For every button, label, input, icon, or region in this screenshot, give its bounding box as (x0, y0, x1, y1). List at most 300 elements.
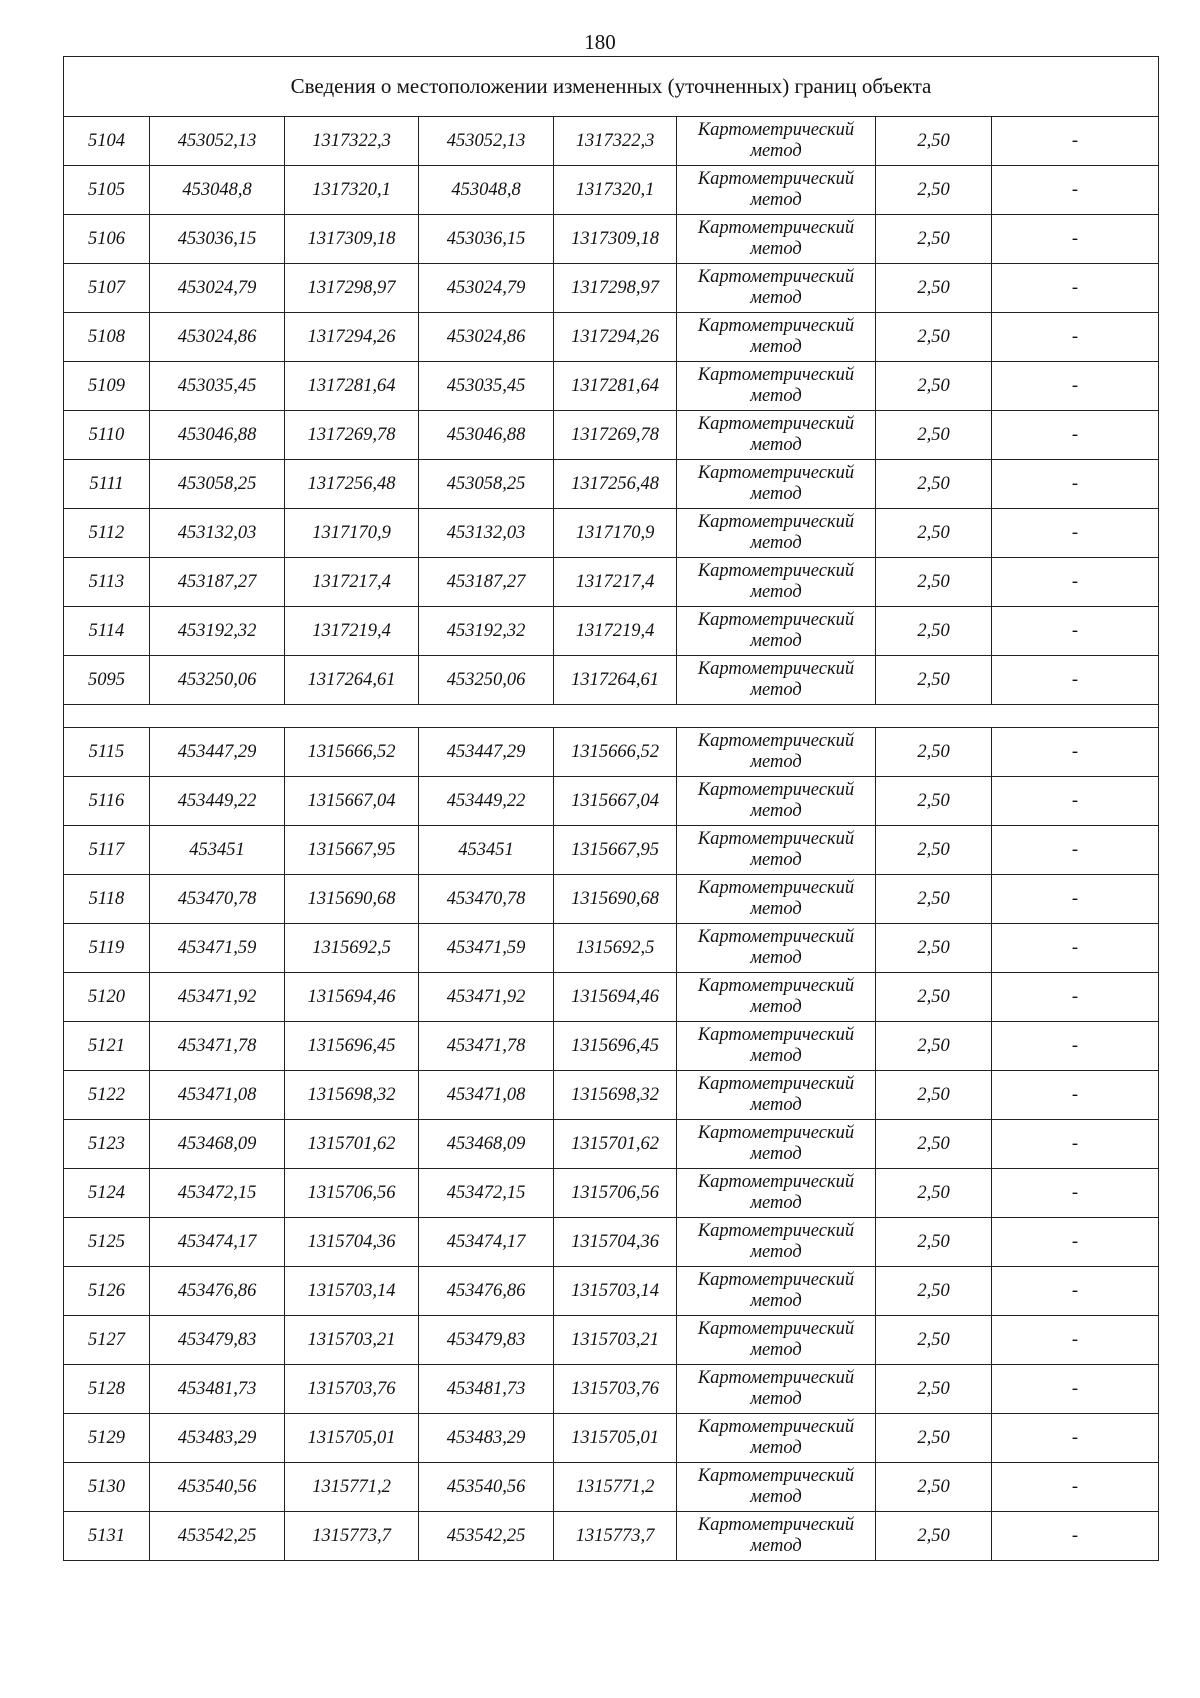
cell-y-old: 1317256,48 (285, 460, 419, 509)
cell-x-old: 453187,27 (150, 558, 285, 607)
cell-x-old: 453542,25 (150, 1512, 285, 1561)
cell-method (677, 166, 876, 215)
method-line-2: метод (750, 288, 802, 308)
cell-x-new: 453035,45 (419, 362, 554, 411)
table-row (64, 313, 1159, 362)
method-line-1: Картометрический (697, 1417, 855, 1437)
cell-x-new: 453481,73 (419, 1365, 554, 1414)
method-line-1: Картометрический (697, 1025, 855, 1045)
cell-y-new: 1317219,4 (554, 607, 677, 656)
cell-y-old: 1317309,18 (285, 215, 419, 264)
method-line-2: метод (750, 386, 802, 406)
cell-y-new: 1315696,45 (554, 1022, 677, 1071)
table-row (64, 656, 1159, 705)
cell-note: - (992, 607, 1159, 656)
cell-point-number: 5123 (64, 1120, 150, 1169)
cell-method (677, 117, 876, 166)
cell-x-new: 453471,92 (419, 973, 554, 1022)
cell-point-number: 5105 (64, 166, 150, 215)
cell-y-new: 1317264,61 (554, 656, 677, 705)
table-row (64, 728, 1159, 777)
cell-accuracy: 2,50 (876, 607, 992, 656)
cell-x-new: 453468,09 (419, 1120, 554, 1169)
method-line-2: метод (750, 1389, 802, 1409)
cell-accuracy: 2,50 (876, 558, 992, 607)
cell-x-new: 453472,15 (419, 1169, 554, 1218)
cell-y-old: 1317264,61 (285, 656, 419, 705)
cell-point-number: 5121 (64, 1022, 150, 1071)
cell-note: - (992, 1512, 1159, 1561)
method-line-1: Картометрический (697, 1270, 855, 1290)
cell-y-old: 1317298,97 (285, 264, 419, 313)
cell-x-old: 453471,08 (150, 1071, 285, 1120)
method-line-1: Картометрический (697, 1172, 855, 1192)
cell-x-old: 453250,06 (150, 656, 285, 705)
cell-y-new: 1315694,46 (554, 973, 677, 1022)
cell-y-old: 1315704,36 (285, 1218, 419, 1267)
cell-point-number: 5122 (64, 1071, 150, 1120)
table-row (64, 362, 1159, 411)
cell-note: - (992, 1365, 1159, 1414)
method-line-1: Картометрический (697, 1221, 855, 1241)
cell-method (677, 973, 876, 1022)
cell-note: - (992, 1267, 1159, 1316)
method-line-1: Картометрический (697, 512, 855, 532)
method-line-1: Картометрический (697, 610, 855, 630)
cell-note: - (992, 1414, 1159, 1463)
cell-accuracy: 2,50 (876, 1169, 992, 1218)
cell-point-number: 5117 (64, 826, 150, 875)
cell-y-old: 1317269,78 (285, 411, 419, 460)
table-row (64, 1512, 1159, 1561)
cell-x-old: 453048,8 (150, 166, 285, 215)
cell-method (677, 924, 876, 973)
cell-note: - (992, 362, 1159, 411)
method-line-2: метод (750, 484, 802, 504)
cell-accuracy: 2,50 (876, 1463, 992, 1512)
cell-accuracy: 2,50 (876, 411, 992, 460)
page-number: 180 (584, 30, 616, 54)
cell-note: - (992, 1022, 1159, 1071)
cell-y-new: 1317269,78 (554, 411, 677, 460)
table-row (64, 264, 1159, 313)
method-line-1: Картометрический (697, 267, 855, 287)
method-line-2: метод (750, 435, 802, 455)
table-row (64, 117, 1159, 166)
method-line-1: Картометрический (697, 218, 855, 238)
method-line-2: метод (750, 1438, 802, 1458)
cell-y-old: 1315667,04 (285, 777, 419, 826)
cell-method (677, 1512, 876, 1561)
cell-x-old: 453468,09 (150, 1120, 285, 1169)
cell-method (677, 1120, 876, 1169)
cell-accuracy: 2,50 (876, 875, 992, 924)
cell-method (677, 460, 876, 509)
cell-note: - (992, 1316, 1159, 1365)
cell-x-old: 453472,15 (150, 1169, 285, 1218)
cell-y-new: 1317281,64 (554, 362, 677, 411)
cell-accuracy: 2,50 (876, 362, 992, 411)
table-row (64, 607, 1159, 656)
cell-y-new: 1317320,1 (554, 166, 677, 215)
cell-y-old: 1315698,32 (285, 1071, 419, 1120)
cell-y-new: 1315703,76 (554, 1365, 677, 1414)
table-row (64, 1267, 1159, 1316)
cell-point-number: 5112 (64, 509, 150, 558)
cell-point-number: 5109 (64, 362, 150, 411)
table-row (64, 1365, 1159, 1414)
cell-method (677, 875, 876, 924)
cell-y-old: 1315666,52 (285, 728, 419, 777)
cell-method (677, 558, 876, 607)
cell-method (677, 1267, 876, 1316)
method-line-2: метод (750, 1144, 802, 1164)
cell-note: - (992, 264, 1159, 313)
cell-x-old: 453471,78 (150, 1022, 285, 1071)
cell-note: - (992, 728, 1159, 777)
method-line-2: метод (750, 1340, 802, 1360)
cell-y-old: 1317320,1 (285, 166, 419, 215)
method-line-1: Картометрический (697, 316, 855, 336)
table-row (64, 1218, 1159, 1267)
cell-y-new: 1315705,01 (554, 1414, 677, 1463)
method-line-1: Картометрический (697, 829, 855, 849)
cell-point-number: 5118 (64, 875, 150, 924)
cell-y-old: 1315705,01 (285, 1414, 419, 1463)
cell-y-new: 1315667,04 (554, 777, 677, 826)
table-title: Сведения о местоположении измененных (уточненных) границ объекта (64, 57, 1159, 117)
method-line-2: метод (750, 631, 802, 651)
method-line-1: Картометрический (697, 169, 855, 189)
cell-x-new: 453192,32 (419, 607, 554, 656)
cell-note: - (992, 166, 1159, 215)
cell-note: - (992, 1463, 1159, 1512)
cell-y-new: 1315704,36 (554, 1218, 677, 1267)
cell-x-old: 453470,78 (150, 875, 285, 924)
cell-x-new: 453449,22 (419, 777, 554, 826)
method-line-1: Картометрический (697, 561, 855, 581)
cell-x-new: 453471,59 (419, 924, 554, 973)
cell-accuracy: 2,50 (876, 460, 992, 509)
cell-y-old: 1315706,56 (285, 1169, 419, 1218)
table-row (64, 826, 1159, 875)
cell-x-new: 453250,06 (419, 656, 554, 705)
table-row (64, 1463, 1159, 1512)
cell-accuracy: 2,50 (876, 826, 992, 875)
cell-y-old: 1317294,26 (285, 313, 419, 362)
cell-y-old: 1317217,4 (285, 558, 419, 607)
cell-accuracy: 2,50 (876, 973, 992, 1022)
cell-x-new: 453058,25 (419, 460, 554, 509)
cell-accuracy: 2,50 (876, 1071, 992, 1120)
cell-point-number: 5131 (64, 1512, 150, 1561)
method-line-1: Картометрический (697, 120, 855, 140)
cell-x-old: 453451 (150, 826, 285, 875)
cell-accuracy: 2,50 (876, 1267, 992, 1316)
cell-y-new: 1315666,52 (554, 728, 677, 777)
cell-point-number: 5129 (64, 1414, 150, 1463)
method-line-2: метод (750, 190, 802, 210)
cell-point-number: 5108 (64, 313, 150, 362)
cell-x-old: 453471,59 (150, 924, 285, 973)
cell-x-old: 453479,83 (150, 1316, 285, 1365)
cell-y-new: 1317294,26 (554, 313, 677, 362)
cell-note: - (992, 1071, 1159, 1120)
method-line-2: метод (750, 1291, 802, 1311)
cell-y-new: 1315692,5 (554, 924, 677, 973)
cell-x-old: 453471,92 (150, 973, 285, 1022)
cell-accuracy: 2,50 (876, 728, 992, 777)
cell-note: - (992, 973, 1159, 1022)
method-line-2: метод (750, 141, 802, 161)
cell-point-number: 5114 (64, 607, 150, 656)
cell-x-old: 453483,29 (150, 1414, 285, 1463)
cell-y-new: 1315701,62 (554, 1120, 677, 1169)
method-line-2: метод (750, 1046, 802, 1066)
cell-x-new: 453471,08 (419, 1071, 554, 1120)
cell-note: - (992, 215, 1159, 264)
method-line-1: Картометрический (697, 731, 855, 751)
method-line-2: метод (750, 752, 802, 772)
cell-accuracy: 2,50 (876, 656, 992, 705)
cell-y-old: 1315694,46 (285, 973, 419, 1022)
cell-point-number: 5124 (64, 1169, 150, 1218)
cell-x-old: 453481,73 (150, 1365, 285, 1414)
cell-x-new: 453451 (419, 826, 554, 875)
cell-y-old: 1315703,21 (285, 1316, 419, 1365)
method-line-2: метод (750, 680, 802, 700)
cell-y-new: 1315667,95 (554, 826, 677, 875)
cell-method (677, 411, 876, 460)
cell-x-new: 453471,78 (419, 1022, 554, 1071)
cell-accuracy: 2,50 (876, 1365, 992, 1414)
table-row (64, 1022, 1159, 1071)
cell-method (677, 1022, 876, 1071)
cell-accuracy: 2,50 (876, 1022, 992, 1071)
cell-x-new: 453483,29 (419, 1414, 554, 1463)
cell-note: - (992, 875, 1159, 924)
cell-y-old: 1317170,9 (285, 509, 419, 558)
table-row (64, 924, 1159, 973)
cell-method (677, 362, 876, 411)
cell-x-old: 453132,03 (150, 509, 285, 558)
cell-x-old: 453024,79 (150, 264, 285, 313)
cell-accuracy: 2,50 (876, 215, 992, 264)
method-line-1: Картометрический (697, 1368, 855, 1388)
cell-x-new: 453048,8 (419, 166, 554, 215)
group-separator (64, 705, 1159, 728)
table-row (64, 166, 1159, 215)
cell-point-number: 5107 (64, 264, 150, 313)
cell-y-new: 1315698,32 (554, 1071, 677, 1120)
table-row (64, 1120, 1159, 1169)
cell-method (677, 607, 876, 656)
cell-y-old: 1317322,3 (285, 117, 419, 166)
cell-y-new: 1315771,2 (554, 1463, 677, 1512)
method-line-2: метод (750, 850, 802, 870)
cell-y-old: 1315690,68 (285, 875, 419, 924)
method-line-2: метод (750, 1242, 802, 1262)
cell-method (677, 1071, 876, 1120)
cell-x-new: 453540,56 (419, 1463, 554, 1512)
method-line-2: метод (750, 997, 802, 1017)
cell-accuracy: 2,50 (876, 117, 992, 166)
method-line-1: Картометрический (697, 659, 855, 679)
cell-x-old: 453476,86 (150, 1267, 285, 1316)
cell-note: - (992, 924, 1159, 973)
cell-y-old: 1317281,64 (285, 362, 419, 411)
cell-accuracy: 2,50 (876, 1120, 992, 1169)
method-line-1: Картометрический (697, 365, 855, 385)
cell-x-new: 453024,79 (419, 264, 554, 313)
cell-note: - (992, 509, 1159, 558)
method-line-1: Картометрический (697, 1515, 855, 1535)
cell-method (677, 656, 876, 705)
cell-accuracy: 2,50 (876, 1218, 992, 1267)
method-line-2: метод (750, 582, 802, 602)
cell-accuracy: 2,50 (876, 1414, 992, 1463)
cell-y-old: 1315771,2 (285, 1463, 419, 1512)
cell-method (677, 1218, 876, 1267)
cell-point-number: 5113 (64, 558, 150, 607)
method-line-2: метод (750, 1193, 802, 1213)
cell-point-number: 5125 (64, 1218, 150, 1267)
cell-method (677, 1365, 876, 1414)
cell-note: - (992, 460, 1159, 509)
cell-x-old: 453024,86 (150, 313, 285, 362)
cell-y-new: 1315690,68 (554, 875, 677, 924)
cell-accuracy: 2,50 (876, 1316, 992, 1365)
cell-x-old: 453192,32 (150, 607, 285, 656)
cell-note: - (992, 313, 1159, 362)
cell-point-number: 5106 (64, 215, 150, 264)
method-line-2: метод (750, 1487, 802, 1507)
method-line-1: Картометрический (697, 1466, 855, 1486)
table-row (64, 875, 1159, 924)
cell-method (677, 1169, 876, 1218)
cell-point-number: 5128 (64, 1365, 150, 1414)
cell-point-number: 5104 (64, 117, 150, 166)
cell-method (677, 509, 876, 558)
method-line-1: Картометрический (697, 927, 855, 947)
cell-x-new: 453542,25 (419, 1512, 554, 1561)
method-line-2: метод (750, 337, 802, 357)
cell-y-new: 1317322,3 (554, 117, 677, 166)
cell-x-new: 453476,86 (419, 1267, 554, 1316)
cell-x-new: 453474,17 (419, 1218, 554, 1267)
coordinates-table (63, 56, 1159, 1561)
cell-note: - (992, 1169, 1159, 1218)
cell-y-old: 1315667,95 (285, 826, 419, 875)
cell-x-new: 453052,13 (419, 117, 554, 166)
method-line-1: Картометрический (697, 463, 855, 483)
cell-x-old: 453449,22 (150, 777, 285, 826)
cell-note: - (992, 411, 1159, 460)
cell-method (677, 728, 876, 777)
cell-note: - (992, 558, 1159, 607)
cell-y-old: 1315701,62 (285, 1120, 419, 1169)
method-line-1: Картометрический (697, 878, 855, 898)
cell-note: - (992, 826, 1159, 875)
cell-note: - (992, 1120, 1159, 1169)
cell-x-old: 453540,56 (150, 1463, 285, 1512)
cell-note: - (992, 777, 1159, 826)
cell-note: - (992, 117, 1159, 166)
cell-method (677, 777, 876, 826)
table-row (64, 460, 1159, 509)
cell-y-new: 1317217,4 (554, 558, 677, 607)
method-line-2: метод (750, 899, 802, 919)
cell-y-new: 1315773,7 (554, 1512, 677, 1561)
cell-point-number: 5116 (64, 777, 150, 826)
method-line-2: метод (750, 239, 802, 259)
method-line-2: метод (750, 533, 802, 553)
cell-method (677, 1316, 876, 1365)
cell-x-new: 453046,88 (419, 411, 554, 460)
cell-x-old: 453046,88 (150, 411, 285, 460)
cell-x-new: 453479,83 (419, 1316, 554, 1365)
cell-x-old: 453035,45 (150, 362, 285, 411)
cell-x-new: 453470,78 (419, 875, 554, 924)
cell-x-new: 453187,27 (419, 558, 554, 607)
cell-y-old: 1315696,45 (285, 1022, 419, 1071)
cell-y-old: 1315703,14 (285, 1267, 419, 1316)
cell-x-old: 453052,13 (150, 117, 285, 166)
cell-point-number: 5127 (64, 1316, 150, 1365)
cell-x-new: 453447,29 (419, 728, 554, 777)
cell-x-new: 453024,86 (419, 313, 554, 362)
cell-x-old: 453058,25 (150, 460, 285, 509)
table-title-row (64, 57, 1159, 117)
cell-y-new: 1317309,18 (554, 215, 677, 264)
cell-accuracy: 2,50 (876, 313, 992, 362)
cell-point-number: 5119 (64, 924, 150, 973)
cell-y-old: 1315703,76 (285, 1365, 419, 1414)
table-row (64, 1414, 1159, 1463)
cell-accuracy: 2,50 (876, 1512, 992, 1561)
method-line-2: метод (750, 1095, 802, 1115)
cell-y-new: 1315703,21 (554, 1316, 677, 1365)
cell-point-number: 5130 (64, 1463, 150, 1512)
cell-accuracy: 2,50 (876, 264, 992, 313)
cell-x-old: 453036,15 (150, 215, 285, 264)
cell-point-number: 5095 (64, 656, 150, 705)
cell-method (677, 1414, 876, 1463)
table-row (64, 558, 1159, 607)
cell-y-old: 1315773,7 (285, 1512, 419, 1561)
table-row (64, 215, 1159, 264)
cell-y-old: 1317219,4 (285, 607, 419, 656)
table-row (64, 509, 1159, 558)
cell-method (677, 313, 876, 362)
cell-method (677, 1463, 876, 1512)
cell-point-number: 5126 (64, 1267, 150, 1316)
cell-y-new: 1317170,9 (554, 509, 677, 558)
cell-accuracy: 2,50 (876, 509, 992, 558)
cell-y-new: 1315703,14 (554, 1267, 677, 1316)
cell-point-number: 5111 (64, 460, 150, 509)
cell-accuracy: 2,50 (876, 166, 992, 215)
method-line-1: Картометрический (697, 976, 855, 996)
cell-point-number: 5120 (64, 973, 150, 1022)
cell-note: - (992, 1218, 1159, 1267)
method-line-1: Картометрический (697, 1123, 855, 1143)
table-row (64, 411, 1159, 460)
method-line-2: метод (750, 1536, 802, 1556)
cell-y-new: 1315706,56 (554, 1169, 677, 1218)
cell-y-old: 1315692,5 (285, 924, 419, 973)
cell-point-number: 5110 (64, 411, 150, 460)
